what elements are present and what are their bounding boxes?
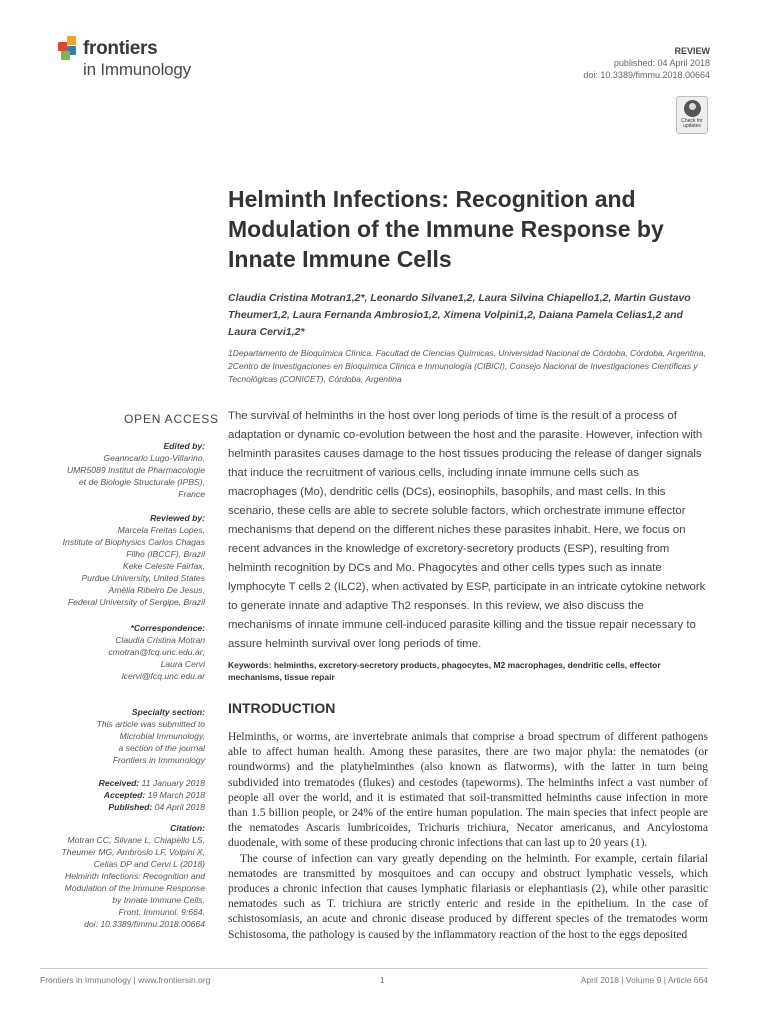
reviewed-label: Reviewed by: — [150, 513, 205, 523]
footer-volume: April 2018 | Volume 9 | Article 664 — [580, 975, 708, 985]
author-list: Claudia Cristina Motran1,2*, Leonardo Silvane1,2, Laura Silvina Chiapello1,2, Martin Gustavo Theumer1,2, Laura Fernanda Ambrosio1,2, Ximena Volpini1,2, Daiana Pamela Celias1,2 and Laura Cervi1,2* — [228, 292, 691, 338]
logo-line2: in Immunology — [83, 60, 191, 79]
corr-email[interactable]: cmotran@fcq.unc.edu.ar; — [108, 647, 205, 657]
reviewed-by — [40, 512, 205, 608]
corr-line: Claudia Cristina Motran — [115, 635, 205, 645]
introduction-body — [228, 730, 708, 943]
reviewer-line: Amélia Ribeiro De Jesus, — [108, 585, 205, 595]
edited-by — [40, 440, 205, 500]
citation-line: Theumer MG, Ambrosio LF, Volpini X, — [61, 847, 205, 857]
published-date-side: Published: 04 April 2018 — [108, 802, 205, 812]
doi[interactable]: doi: 10.3389/fimmu.2018.00664 — [583, 70, 710, 80]
citation-line: Helminth Infections: Recognition and — [65, 871, 205, 881]
article-title: Helminth Infections: Recognition and Modulation of the Immune Response by Innate Immune Cells — [228, 186, 664, 272]
section-heading-introduction: INTRODUCTION — [228, 700, 336, 716]
running-header — [583, 45, 710, 81]
specialty-section — [40, 706, 205, 766]
citation-line: Motran CC, Silvane L, Chiapello LS, — [67, 835, 205, 845]
editor-line: France — [178, 489, 205, 499]
edited-label: Edited by: — [163, 441, 205, 451]
article-type: REVIEW — [674, 46, 710, 56]
reviewer-line: Keke Celeste Fairfax, — [122, 561, 205, 571]
paragraph: The course of infection can vary greatly depending on the helminth. For example, certain filarial nematodes are transmitted by mosquitoes and can occupy and obstruct lymphatic vessels, which produces a chronic infection that causes lymphatic filariasis or elephantiasis (2), while other parasitic nematodes such as T. trichiura are strictly enteric and reside in the epithelium. In the case of schistosomiasis, an acute and chronic disease produced by different species of the trematodes worm Schistosoma, the pathology is caused by the inflammatory reaction of the host to the eggs deposited — [228, 852, 708, 941]
frontiers-logo-icon — [58, 36, 80, 60]
citation-line: by Innate Immune Cells. — [112, 895, 205, 905]
footer-rule — [40, 968, 708, 969]
keywords: Keywords: helminths, excretory-secretory products, phagocytes, M2 macrophages, dendritic cells, effector mechanisms, tissue repair — [228, 660, 661, 682]
reviewer-line: Institute of Biophysics Carlos Chagas — [62, 537, 205, 547]
citation-line: Celias DP and Cervi L (2018) — [93, 859, 205, 869]
check-updates-label: Check for updates — [681, 118, 703, 129]
correspondence-label: *Correspondence: — [130, 623, 205, 633]
check-updates-icon — [684, 100, 701, 117]
received-date: Received: 11 January 2018 — [98, 778, 205, 788]
page-number: 1 — [380, 975, 385, 985]
reviewer-line: Marcela Freitas Lopes, — [117, 525, 205, 535]
affiliations: 1Departamento de Bioquímica Clínica, Facultad de Ciencias Químicas, Universidad Nacional de Córdoba, Córdoba, Argentina, 2Centro de Investigaciones en Bioquímica Clínica e Inmunología (CIBICI), Consejo Nacional de Investigaciones Científicas y Tecnológicas (CONICET), Córdoba, Argentina — [228, 348, 706, 384]
citation-doi[interactable]: doi: 10.3389/fimmu.2018.00664 — [84, 919, 205, 929]
editor-line: et de Biologie Structurale (IPBS), — [78, 477, 205, 487]
citation-line: Front. Immunol. 9:664. — [118, 907, 205, 917]
editor-line: UMR5089 Institut de Pharmacologie — [66, 465, 205, 475]
citation — [40, 822, 205, 930]
citation-line: Modulation of the Immune Response — [64, 883, 205, 893]
check-for-updates-button[interactable] — [676, 96, 708, 134]
specialty-line: a section of the journal — [118, 743, 205, 753]
reviewer-line: Federal University of Sergipe, Brazil — [67, 597, 205, 607]
specialty-line: Microbial Immunology, — [119, 731, 205, 741]
open-access-label: OPEN ACCESS — [124, 412, 219, 426]
citation-label: Citation: — [170, 823, 205, 833]
corr-line: Laura Cervi — [160, 659, 205, 669]
published-date: published: 04 April 2018 — [613, 58, 710, 68]
accepted-date: Accepted: 19 March 2018 — [103, 790, 205, 800]
logo-line1: frontiers — [83, 38, 158, 59]
specialty-line: Frontiers in Immunology — [112, 755, 205, 765]
dates — [40, 777, 205, 813]
reviewer-line: Filho (IBCCF), Brazil — [126, 549, 205, 559]
abstract: The survival of helminths in the host over long periods of time is the result of a process of adaptation or dynamic co-evolution between the host and the parasite. However, infection with helminth parasites causes damage to the host tissues producing the release of danger signals that induce the recruitment of various cells, including innate immune cells such as macrophages (Mo), dendritic cells (DCs), eosinophils, basophils, and mast cells. In this scenario, these cells are able to secrete soluble factors, which orchestrate immune effector mechanisms that depend on the different niches these parasites inhabit. Here, we focus on recent advances in the knowledge of excretory-secretory products (ESP), resulting from helminth recognition by DCs and Mo. Phagocytes and other cells types such as innate lymphocyte T cells 2 (ILC2), when activated by ESP, participate in an intricate cytokine network to generate innate and adaptive Th2 responses. In this review, we also discuss the mechanisms of innate immune cell-induced parasite killing and the tissue repair necessary to assure helminth survival over long periods of time. — [228, 410, 706, 650]
paragraph: Helminths, or worms, are invertebrate animals that comprise a broad spectrum of different pathogens able to affect human health. Among these parasites, there are two major phyla: the nematodes (or roundworms) and the platyhelminthes (also known as flatworms), with the latter in turn being subdivided into trematodes (flukes) and cestodes (tapeworms). The helminths infect a vast number of people all over the world, and it is estimated that soil-transmitted helminths cause infection in more than 1.5 billion people, or 24% of the entire human population. The main species that infect people are the nematodes Ascaris lumbricoides, Trichuris trichiura, Necator americanus, and Ancylostoma duodenale, with some of these producing chronic infections that can last up to 20 years (1). — [228, 731, 708, 850]
specialty-line: This article was submitted to — [96, 719, 205, 729]
correspondence — [40, 622, 205, 682]
footer-journal[interactable]: Frontiers in Immunology | www.frontiersin.org — [40, 975, 211, 985]
journal-logo — [58, 34, 218, 82]
reviewer-line: Purdue University, United States — [81, 573, 205, 583]
specialty-label: Specialty section: — [131, 707, 205, 717]
corr-email[interactable]: lcervi@fcq.unc.edu.ar — [121, 671, 205, 681]
editor-line: Geanncarlo Lugo-Villarino, — [103, 453, 205, 463]
